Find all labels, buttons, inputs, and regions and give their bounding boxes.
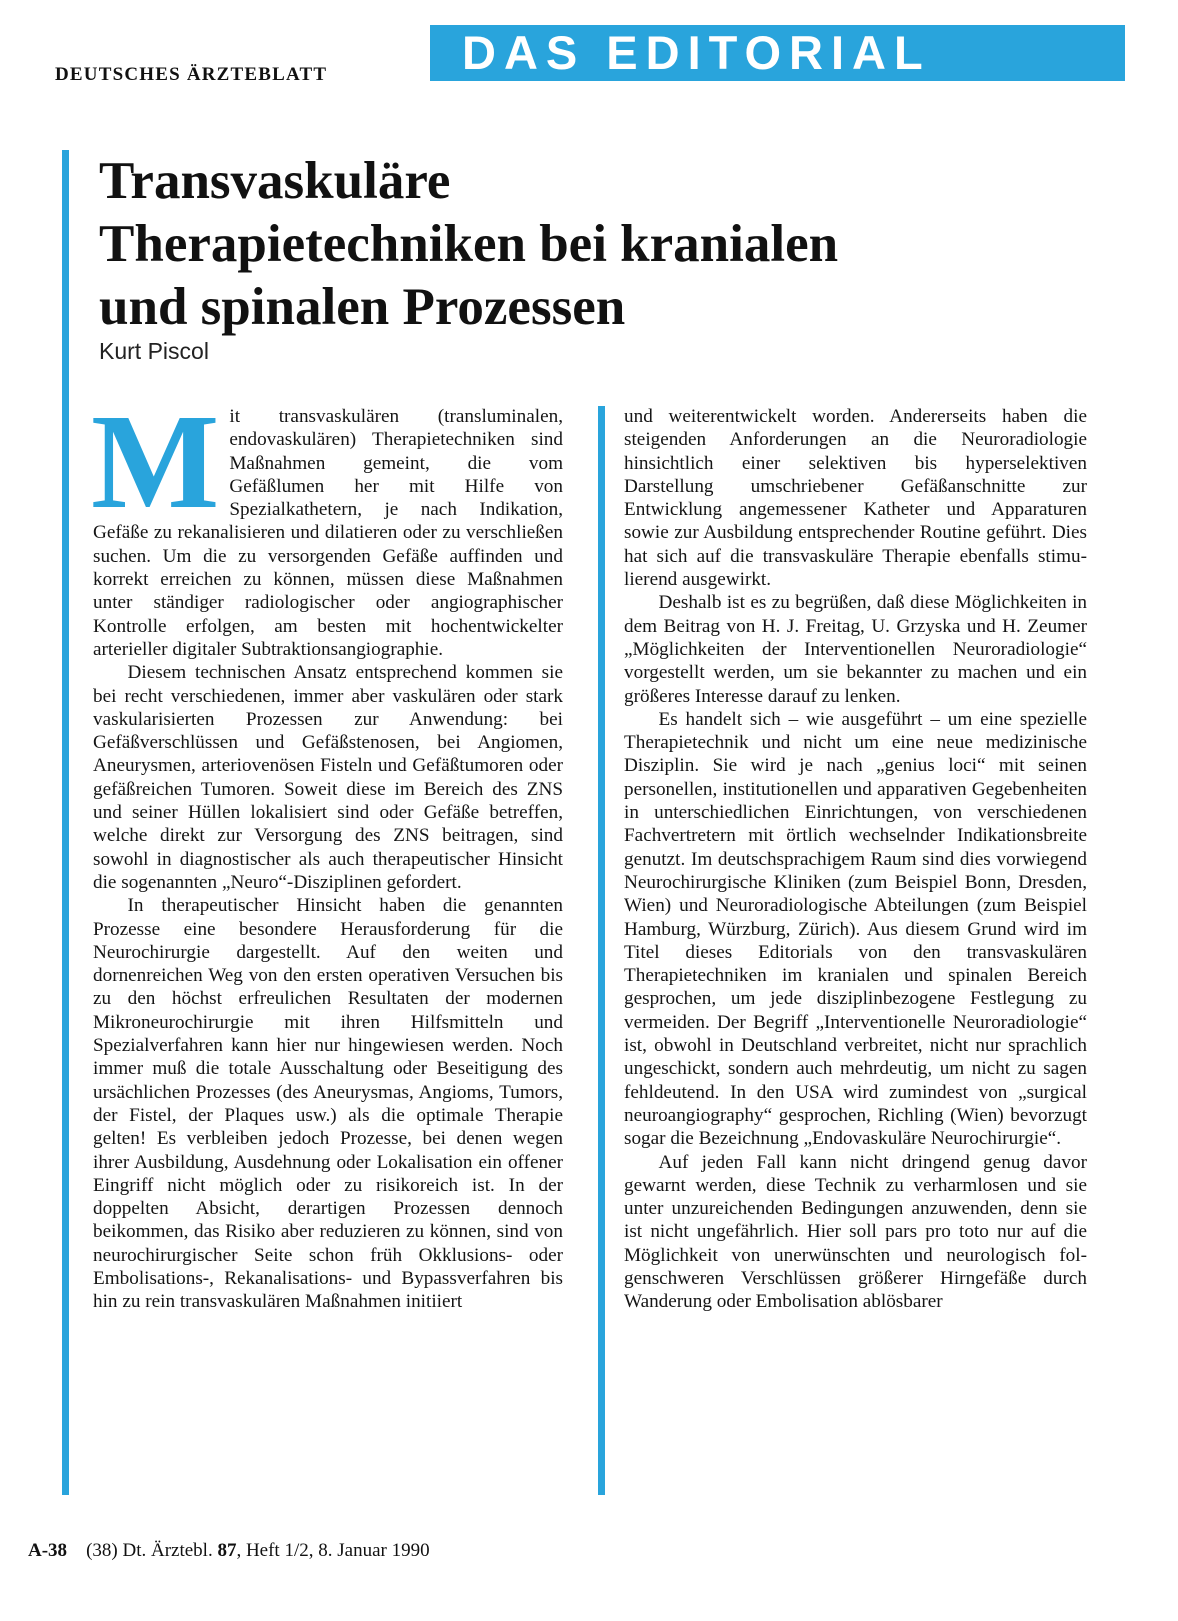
journal-name: DEUTSCHES ÄRZTEBLATT (55, 64, 328, 85)
left-column (91, 387, 563, 1314)
paragraph (91, 387, 563, 661)
paragraph: Es handelt sich – wie ausgeführt – um eine spezielle Therapietechnik und nicht um eine neue medizinische Disziplin. Sie wird je nach „genius loci“ mit seinen personellen, institutionellen und apparativen Gegebenheiten in unterschiedlichen Einrichtungen, von verschiedenen Fachvertretern mit örtlich wechselnder Indikationsbreite genutzt. Im deutschsprachigem Raum sind dies vorwiegend Neurochirurgische Kliniken (zum Beispiel Bonn, Dresden, Wien) und Neuroradiologische Abteilungen (zum Beispiel Hamburg, Würzburg, Zürich). Aus diesem Grund wird im Titel dieses Editorials von den transvaskulären Therapietechniken im kranialen und spinalen Bereich gesprochen, um jede disziplinbezogene Festlegung zu vermeiden. Der Begriff „Interventionelle Neuroradiologie“ ist, obwohl in Deutschland verbreitet, nicht nur sprachlich ungeschickt, sondern auch mehrdeutig, um nicht zu sagen fehldeutend. In den USA wird zumindest von „surgical neuroangiography“ gesprochen, Richling (Wien) bevorzugt sogar die Bezeichnung „Endovaskuläre Neurochirurgie“. (624, 708, 1087, 1150)
right-column (624, 405, 1087, 1314)
paragraph-text: it transvaskulären (transluminalen, endovaskulären) Therapietechniken sind Maßnahmen gemeint, die vom Gefäßlumen her mit Hilfe von Spezialkathetern, je nach Indikation, Gefäße zu rekanalisieren und dilatieren oder zu verschließen suchen. Um die zu versorgenden Gefäße auffinden und korrekt erreichen zu können, müssen diese Maßnahmen unter ständiger radiologischer oder angiographischer Kontrolle erfolgen, am besten mit hochentwickelter arterieller digitaler Subtraktionsangiographie. (93, 406, 563, 660)
paragraph: Diesem technischen Ansatz entsprechend kommen sie bei recht verschiedenen, immer aber vaskulären oder stark vaskularisierten Prozessen zur Anwendung: bei Gefäßverschlüssen und Gefäßstenosen, bei Angiomen, Aneurysmen, arteriovenösen Fisteln und Gefäßtumoren oder gefäßreichen Tumoren. Soweit diese im Bereich des ZNS und seiner Hüllen lokalisiert sind oder Gefäße betreffen, welche direkt zur Versorgung des ZNS beitragen, sind sowohl in diagnostischer als auch therapeutischer Hinsicht die sogenannten „Neuro“-Disziplinen gefordert. (93, 662, 563, 893)
page-footer (28, 1540, 430, 1562)
title-accent-bar (62, 150, 69, 1495)
paragraph: Deshalb ist es zu begrüßen, daß diese Möglichkeiten in dem Beitrag von H. J. Freitag, U. Grzyska und H. Zeumer „Möglichkeiten der Interventionellen Neuroradiologie“ vorgestellt werden, um sie bekannter zu machen und ein größeres Interesse darauf zu lenken. (624, 592, 1087, 707)
section-banner (430, 25, 1125, 81)
article-title (99, 150, 1099, 339)
volume-number: 87 (217, 1540, 237, 1561)
paragraph: und weiterentwickelt worden. Andererseits haben die steigenden Anforderungen an die Neuroradiologie hinsichtlich einer selektiven bis hyperselektiven Darstellung umschriebener Gefäßanschnitte zur Entwicklung angemessener Katheter und Apparaturen sowie zur Ausbildung entsprechender Routine geführt. Dies hat sich auf die transvaskuläre Therapie ebenfalls stimulierend ausgewirkt. (624, 406, 1087, 591)
author-name: Kurt Piscol (99, 338, 209, 364)
title-line: und spinalen Prozessen (99, 278, 626, 336)
title-line: Transvaskuläre (99, 152, 451, 210)
page-number: A-38 (28, 1540, 68, 1561)
section-label: DAS EDITORIAL (462, 26, 931, 79)
citation-prefix: (38) Dt. Ärztebl. (86, 1540, 213, 1561)
paragraph: In therapeutischer Hinsicht haben die genannten Prozesse eine besondere Herausforderung für die Neurochirurgie dargestellt. Auf den weiten und dornenreichen Weg von den ersten operativen Versuchen bis zu den höchst erfreulichen Resultaten der modernen Mikroneurochirurgie mit ihren Hilfsmitteln und Spezialverfahren kann hier nur hingewiesen werden. Noch immer muß die totale Ausschaltung oder Beseitigung des ursächlichen Prozesses (des Aneurysmas, Angioms, Tumors, der Fistel, der Plaques usw.) als die optimale Therapie gelten! Es verbleiben jedoch Prozesse, bei denen wegen ihrer Ausbildung, Ausdehnung oder Lokalisation ein offener Eingriff nicht möglich oder zu risikoreich ist. In der doppelten Absicht, derartigen Prozessen dennoch beikommen, das Risiko aber reduzieren zu können, sind von neurochirurgischer Seite schon früh Okklusions- oder Embolisations-, Rekanalisations- und Bypassverfahren bis hin zu rein transvaskulären Maßnahmen initiiert (93, 895, 563, 1313)
drop-cap: M (91, 387, 220, 537)
paragraph: Auf jeden Fall kann nicht dringend genug davor gewarnt werden, diese Technik zu verharmlosen und sie unter unzureichenden Bedingungen anzuwenden, denn sie ist nicht ungefährlich. Hier soll pars pro toto nur auf die Möglichkeit von unerwünschten und neurologisch folgenschweren Verschlüssen größerer Hirngefäße durch Wanderung oder Embolisation ablösbarer (624, 1151, 1087, 1313)
citation-suffix: , Heft 1/2, 8. Januar 1990 (236, 1540, 430, 1561)
column-accent-bar (598, 406, 605, 1495)
title-line: Therapietechniken bei kranialen (99, 215, 839, 273)
